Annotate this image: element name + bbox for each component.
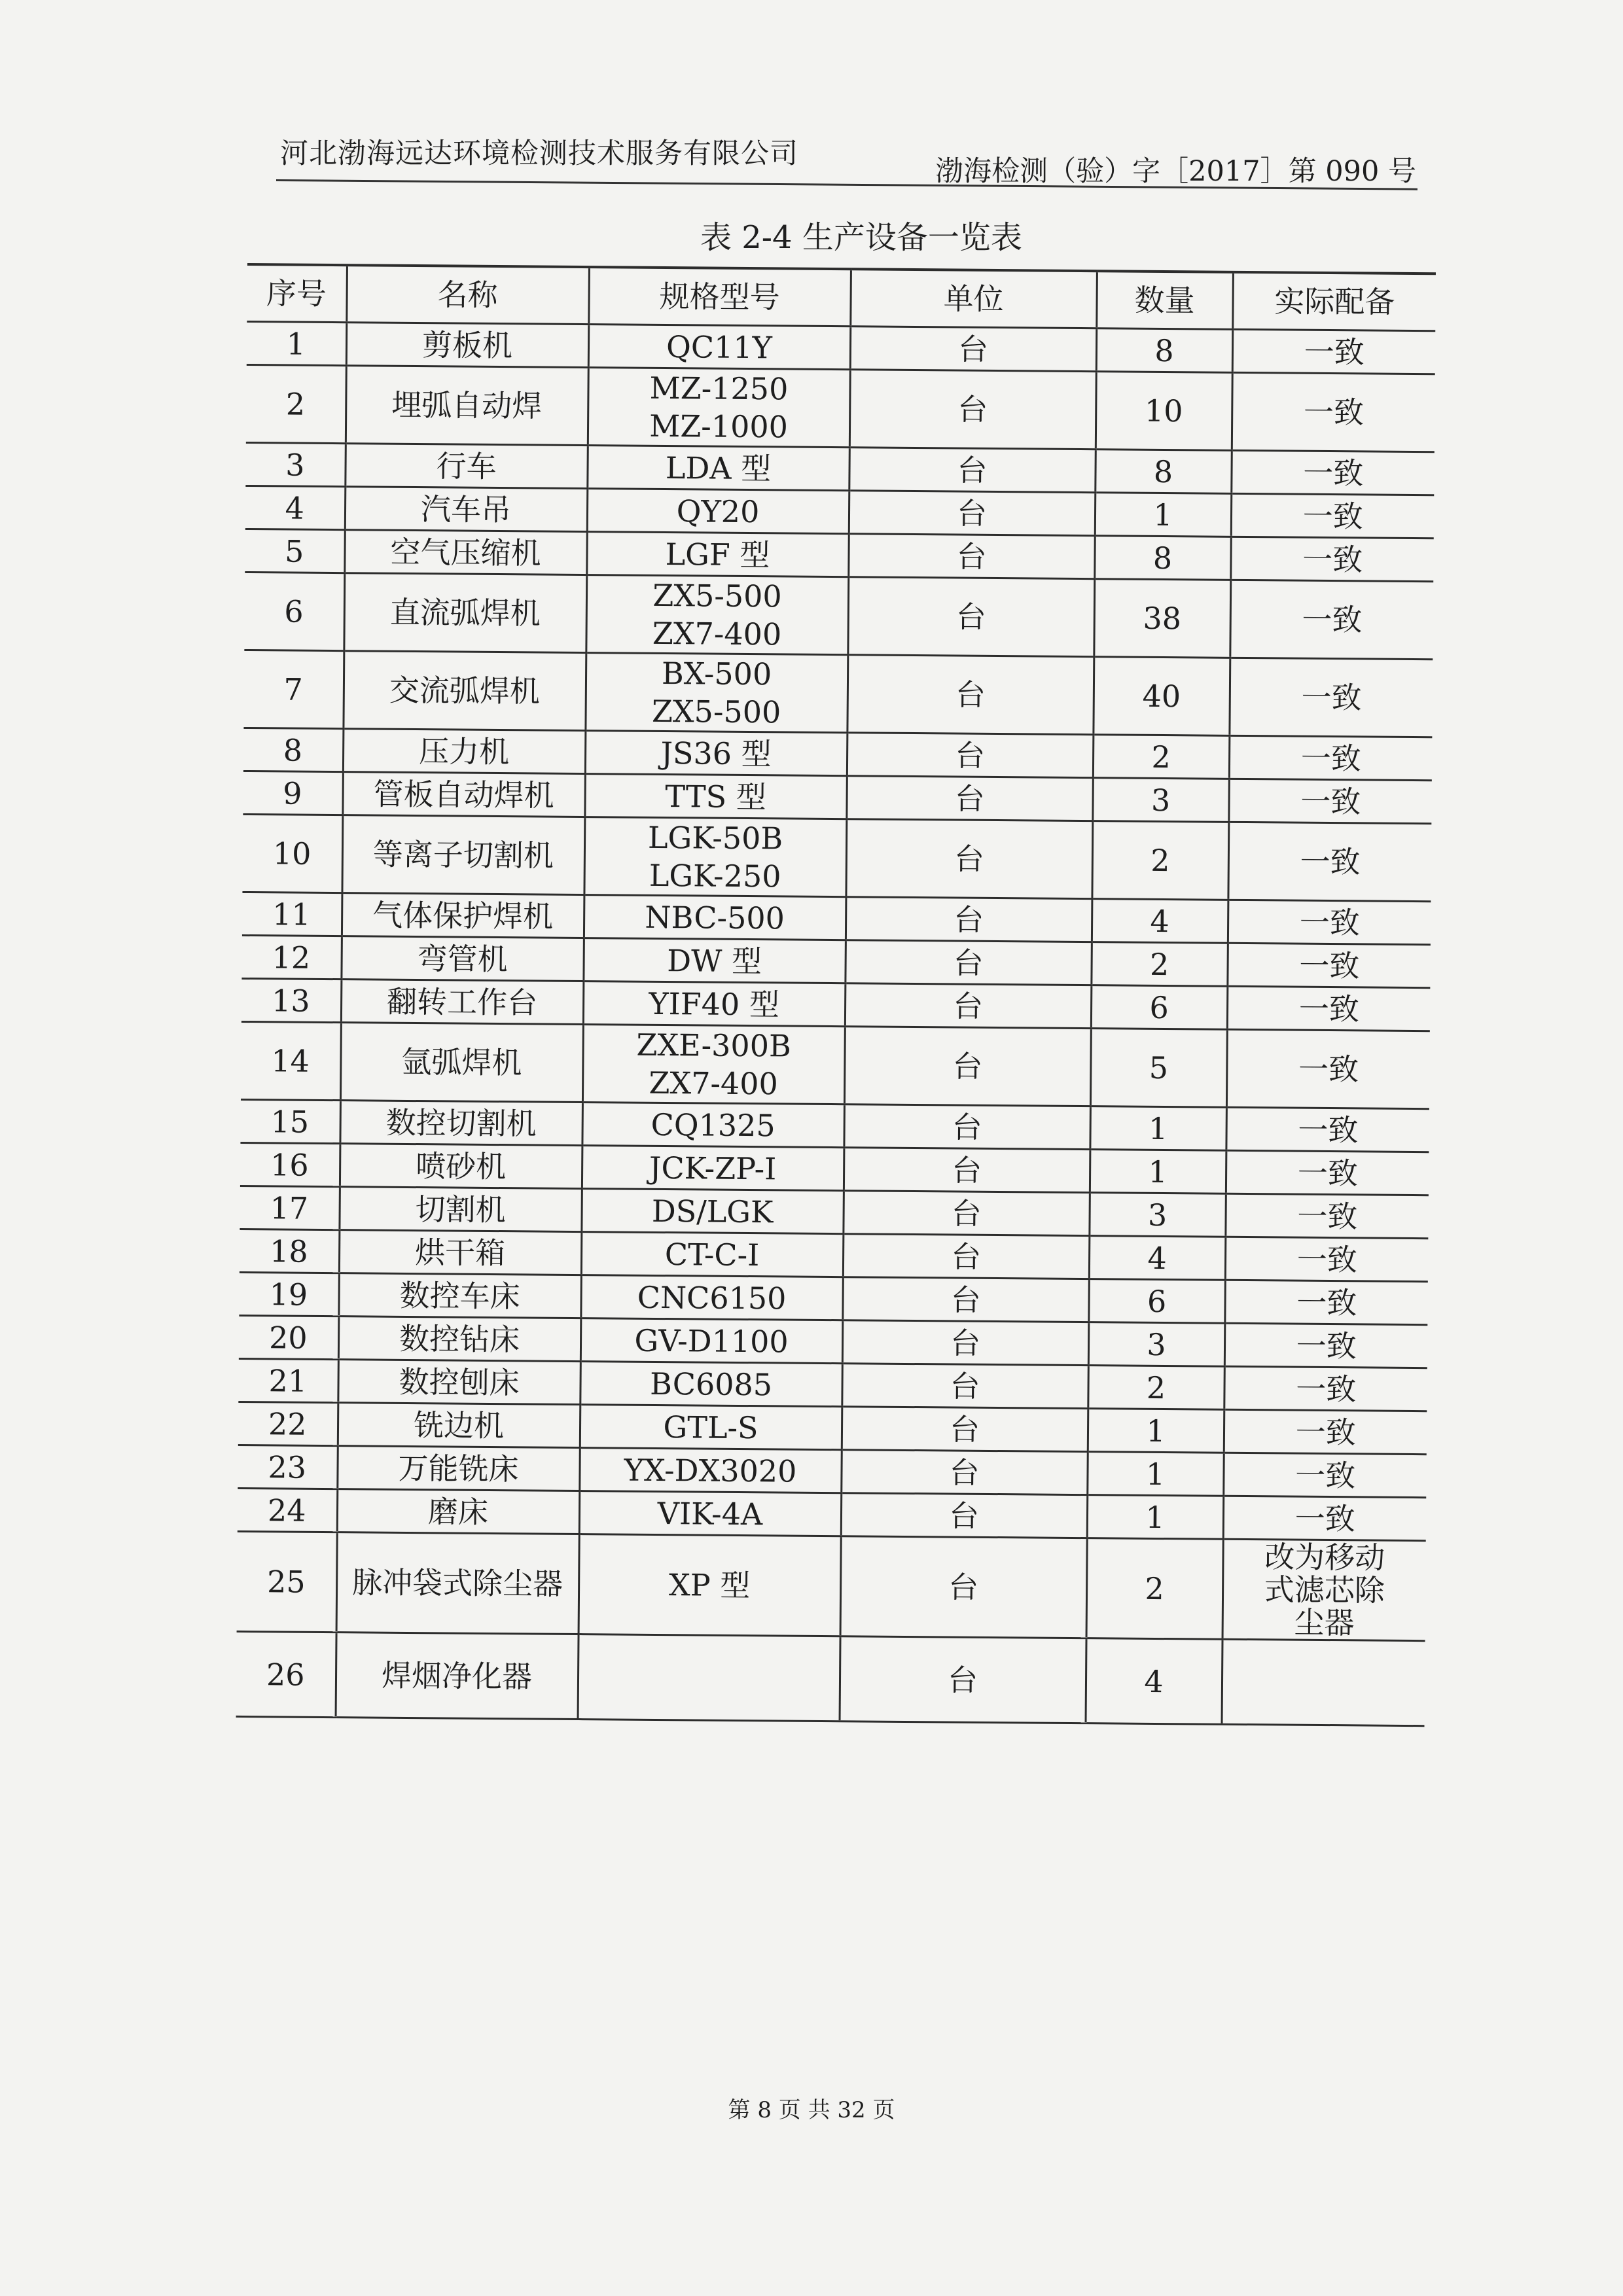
cell-quantity: 4	[1092, 899, 1228, 944]
cell-unit: 台	[847, 733, 1094, 778]
cell-unit: 台	[845, 983, 1092, 1029]
cell-unit: 台	[849, 370, 1096, 450]
company-name: 河北渤海远达环境检测技术服务有限公司	[280, 137, 798, 170]
cell-index: 6	[244, 572, 344, 650]
cell-unit: 台	[843, 1234, 1090, 1279]
cell-name: 喷砂机	[340, 1144, 582, 1189]
cell-name: 压力机	[343, 729, 586, 774]
cell-index: 19	[239, 1272, 339, 1316]
cell-actual: 一致	[1227, 943, 1431, 987]
cell-index: 20	[239, 1315, 339, 1359]
cell-spec	[587, 489, 849, 534]
spec-line: BC6085	[649, 1366, 773, 1402]
cell-unit: 台	[846, 819, 1092, 899]
cell-index: 1	[247, 321, 347, 365]
document-number: 渤海检测（验）字［2017］第 090 号	[935, 155, 1416, 188]
table-row	[242, 814, 1431, 901]
cell-name: 烘干箱	[339, 1230, 582, 1275]
cell-quantity: 8	[1096, 328, 1233, 373]
cell-index: 21	[238, 1358, 338, 1402]
cell-quantity: 4	[1086, 1638, 1222, 1725]
cell-spec	[580, 1275, 843, 1320]
cell-unit: 台	[842, 1277, 1089, 1322]
cell-index: 2	[246, 364, 346, 443]
cell-index: 17	[240, 1186, 340, 1229]
cell-actual: 一致	[1226, 1029, 1430, 1108]
cell-unit: 台	[848, 534, 1095, 579]
cell-name: 切割机	[339, 1187, 582, 1232]
cell-index: 14	[241, 1021, 341, 1100]
cell-unit: 台	[843, 1191, 1090, 1236]
cell-spec	[585, 731, 847, 776]
cell-quantity: 2	[1093, 735, 1230, 779]
header-index: 序号	[247, 264, 347, 323]
cell-actual: 一致	[1228, 779, 1432, 823]
cell-actual: 一致	[1224, 1409, 1427, 1454]
cell-spec	[579, 1491, 842, 1536]
spec-line: ZX7-400	[649, 1065, 779, 1102]
cell-actual: 一致	[1224, 1280, 1428, 1324]
header-actual: 实际配备	[1232, 272, 1436, 331]
cell-unit: 台	[840, 1636, 1086, 1723]
cell-quantity: 2	[1086, 1538, 1223, 1640]
spec-line: MZ-1000	[649, 408, 789, 445]
table-row	[241, 1021, 1430, 1108]
cell-actual: 一致	[1226, 1107, 1429, 1152]
table-header-row	[247, 264, 1436, 331]
cell-name: 埋弧自动焊	[346, 366, 588, 446]
cell-spec	[588, 368, 850, 448]
cell-name: 汽车吊	[345, 487, 588, 532]
cell-actual	[1222, 1639, 1425, 1725]
cell-name: 等离子切割机	[342, 815, 584, 895]
cell-actual: 一致	[1226, 1150, 1429, 1195]
cell-name: 数控钻床	[338, 1316, 581, 1362]
cell-quantity: 1	[1090, 1150, 1226, 1194]
header-spec: 规格型号	[588, 267, 851, 327]
cell-actual: 一致	[1223, 1453, 1427, 1497]
spec-line: TTS 型	[665, 778, 767, 815]
spec-line: CQ1325	[651, 1106, 776, 1143]
spec-line: DW 型	[667, 942, 762, 979]
cell-quantity: 1	[1087, 1452, 1224, 1496]
cell-spec	[587, 446, 849, 491]
table-row	[236, 1631, 1425, 1725]
cell-name: 脉冲袋式除尘器	[336, 1532, 579, 1634]
cell-quantity: 1	[1095, 493, 1232, 537]
spec-line: ZX5-500	[652, 577, 782, 614]
spec-line: CT-C-I	[664, 1236, 760, 1273]
cell-name: 剪板机	[346, 323, 589, 368]
cell-quantity: 4	[1089, 1236, 1226, 1280]
spec-line: LDA 型	[665, 450, 772, 486]
cell-quantity: 8	[1094, 536, 1231, 580]
cell-actual: 一致	[1229, 735, 1433, 780]
cell-spec	[582, 1146, 844, 1191]
cell-index: 22	[238, 1402, 338, 1445]
spec-line: LGK-250	[649, 857, 781, 894]
spec-line: ZXE-300B	[636, 1027, 791, 1064]
header-unit: 单位	[850, 269, 1097, 328]
header-quantity: 数量	[1096, 271, 1233, 329]
cell-quantity: 1	[1090, 1106, 1226, 1151]
cell-actual: 一致	[1230, 580, 1433, 659]
cell-actual: 一致	[1227, 986, 1431, 1031]
cell-spec	[582, 1025, 845, 1104]
cell-spec	[581, 1232, 844, 1277]
cell-unit: 台	[844, 1027, 1091, 1106]
cell-index: 23	[238, 1445, 338, 1489]
cell-name: 弯管机	[341, 936, 584, 981]
cell-spec	[582, 1103, 844, 1148]
spec-line: XP 型	[668, 1567, 751, 1604]
cell-quantity: 1	[1087, 1495, 1224, 1540]
table-row	[246, 364, 1435, 451]
cell-index: 15	[240, 1099, 340, 1143]
cell-index: 25	[237, 1531, 337, 1632]
cell-spec	[586, 532, 849, 577]
cell-unit: 台	[847, 577, 1094, 657]
cell-index: 16	[240, 1142, 340, 1186]
table-row	[243, 650, 1433, 737]
cell-unit: 台	[847, 655, 1094, 735]
spec-line: JCK-ZP-I	[649, 1150, 777, 1186]
cell-unit: 台	[842, 1364, 1088, 1409]
table-caption: 表 2-4 生产设备一览表	[700, 219, 1022, 256]
cell-spec	[584, 817, 846, 897]
cell-index: 5	[245, 529, 345, 573]
cell-spec	[583, 981, 846, 1027]
cell-actual: 一致	[1229, 658, 1433, 737]
cell-quantity: 10	[1096, 372, 1232, 451]
cell-spec	[588, 325, 851, 370]
cell-quantity: 3	[1088, 1322, 1225, 1367]
cell-quantity: 38	[1094, 579, 1230, 658]
cell-spec	[579, 1448, 842, 1493]
cell-name: 铣边机	[338, 1403, 580, 1448]
cell-actual: 一致	[1232, 329, 1436, 374]
spec-line: YX-DX3020	[624, 1452, 797, 1489]
cell-spec	[585, 653, 847, 733]
cell-quantity: 6	[1088, 1279, 1225, 1324]
cell-unit: 台	[842, 1407, 1088, 1452]
cell-actual: 一致	[1230, 537, 1434, 581]
cell-spec	[580, 1362, 842, 1407]
cell-quantity: 3	[1089, 1193, 1226, 1237]
cell-quantity: 6	[1091, 985, 1228, 1030]
cell-index: 12	[241, 935, 342, 979]
cell-index: 26	[236, 1631, 336, 1717]
spec-line: ZX7-400	[652, 615, 782, 652]
cell-actual: 一致	[1223, 1496, 1427, 1540]
cell-unit: 台	[846, 776, 1093, 821]
cell-index: 24	[238, 1488, 338, 1532]
equipment-table	[236, 263, 1436, 1727]
cell-name: 翻转工作台	[341, 980, 584, 1025]
spec-line: CNC6150	[637, 1279, 787, 1316]
cell-unit: 台	[846, 897, 1092, 942]
cell-unit: 台	[841, 1493, 1088, 1538]
cell-name: 气体保护焊机	[342, 893, 584, 938]
cell-actual: 一致	[1232, 372, 1435, 451]
cell-actual: 一致	[1224, 1366, 1427, 1411]
cell-unit: 台	[842, 1320, 1089, 1366]
table-row	[237, 1531, 1426, 1640]
page-footer: 第 8 页 共 32 页	[728, 2097, 895, 2123]
cell-name: 空气压缩机	[344, 530, 587, 575]
cell-unit: 台	[844, 1148, 1090, 1193]
cell-index: 13	[241, 978, 342, 1022]
cell-name: 数控切割机	[340, 1101, 582, 1146]
cell-quantity: 3	[1092, 778, 1229, 822]
spec-line: QC11Y	[666, 328, 773, 365]
equipment-table-wrapper	[236, 263, 1436, 1727]
cell-name: 直流弧焊机	[344, 573, 586, 653]
cell-quantity: 2	[1088, 1366, 1224, 1410]
cell-name: 万能铣床	[337, 1446, 580, 1491]
cell-name: 行车	[345, 444, 588, 489]
cell-index: 7	[243, 650, 344, 728]
cell-name: 焊烟净化器	[336, 1633, 579, 1720]
spec-line: NBC-500	[645, 899, 785, 936]
spec-line: GTL-S	[663, 1409, 758, 1445]
cell-unit: 台	[849, 491, 1096, 536]
cell-spec	[580, 1318, 843, 1364]
spec-line: MZ-1250	[649, 370, 789, 407]
spec-line: ZX5-500	[651, 693, 781, 730]
cell-index: 9	[243, 771, 343, 815]
cell-unit: 台	[841, 1450, 1088, 1495]
spec-line: JS36 型	[660, 735, 772, 771]
cell-name: 数控车床	[338, 1273, 581, 1318]
header-name: 名称	[346, 265, 589, 324]
cell-actual: 一致	[1231, 450, 1435, 495]
spec-line: DS/LGK	[651, 1193, 774, 1229]
cell-spec	[581, 1189, 844, 1234]
cell-index: 11	[242, 892, 342, 936]
cell-spec	[584, 774, 847, 819]
cell-quantity: 40	[1093, 657, 1230, 736]
cell-quantity: 8	[1095, 450, 1232, 494]
cell-unit: 台	[840, 1536, 1087, 1638]
cell-actual: 改为移动式滤芯除尘器	[1222, 1539, 1426, 1640]
cell-actual: 一致	[1224, 1323, 1428, 1368]
cell-actual: 一致	[1225, 1237, 1429, 1281]
spec-line: QY20	[676, 493, 760, 529]
cell-name: 氩弧焊机	[340, 1023, 583, 1103]
cell-actual: 一致	[1228, 900, 1431, 944]
cell-unit: 台	[845, 940, 1092, 985]
cell-spec	[583, 938, 846, 983]
cell-unit: 台	[844, 1104, 1090, 1150]
cell-spec	[578, 1634, 840, 1722]
spec-line: VIK-4A	[657, 1495, 763, 1532]
cell-unit: 台	[850, 327, 1097, 372]
cell-actual: 一致	[1231, 493, 1435, 538]
cell-quantity: 5	[1090, 1029, 1227, 1108]
cell-unit: 台	[849, 448, 1096, 493]
table-body	[236, 321, 1436, 1725]
cell-quantity: 1	[1088, 1409, 1224, 1453]
cell-index: 4	[245, 486, 346, 529]
spec-line: GV-D1100	[634, 1322, 789, 1360]
cell-name: 数控刨床	[338, 1360, 580, 1405]
table-row	[244, 572, 1433, 659]
spec-line: YIF40 型	[649, 985, 780, 1022]
cell-spec	[580, 1405, 842, 1450]
cell-spec	[586, 575, 848, 655]
spec-line: LGK-50B	[647, 819, 783, 857]
cell-name: 管板自动焊机	[342, 772, 585, 817]
spec-line: BX-500	[661, 655, 772, 692]
cell-name: 磨床	[337, 1489, 580, 1534]
cell-spec	[584, 895, 846, 940]
cell-index: 3	[245, 442, 346, 486]
cell-name: 交流弧焊机	[343, 651, 586, 731]
cell-index: 10	[242, 814, 342, 892]
cell-index: 8	[243, 728, 344, 771]
cell-spec	[579, 1534, 841, 1636]
cell-quantity: 2	[1091, 942, 1228, 987]
cell-index: 18	[240, 1229, 340, 1273]
cell-actual: 一致	[1228, 822, 1431, 901]
cell-actual: 一致	[1225, 1193, 1429, 1238]
spec-line: LGF 型	[665, 536, 770, 573]
cell-quantity: 2	[1092, 821, 1228, 900]
